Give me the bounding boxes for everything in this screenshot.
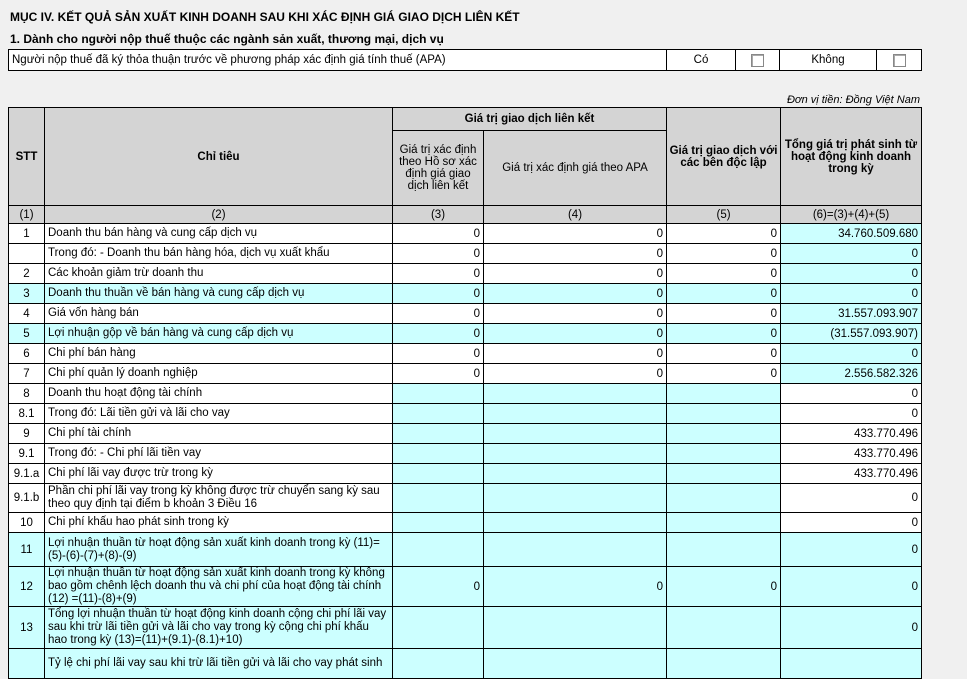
table-row — [9, 404, 922, 424]
table-row — [9, 567, 922, 607]
results-table — [8, 107, 922, 679]
cell-col5[interactable]: 0 — [667, 364, 781, 384]
cell-col6[interactable]: 0 — [781, 533, 922, 567]
table-row — [9, 464, 922, 484]
row-label: Doanh thu bán hàng và cung cấp dịch vụ — [45, 224, 393, 244]
table-row — [9, 533, 922, 567]
table-row — [9, 304, 922, 324]
cell-col5[interactable] — [667, 444, 781, 464]
row-stt: 8.1 — [9, 404, 45, 424]
cell-col5[interactable]: 0 — [667, 264, 781, 284]
cell-col3[interactable] — [393, 424, 484, 444]
cell-col3[interactable] — [393, 607, 484, 649]
cell-col4[interactable] — [484, 533, 667, 567]
cell-col3[interactable] — [393, 464, 484, 484]
cell-col4[interactable]: 0 — [484, 264, 667, 284]
table-row — [9, 649, 922, 679]
row-label: Chi phí quản lý doanh nghiệp — [45, 364, 393, 384]
row-label: Chi phí lãi vay được trừ trong kỳ — [45, 464, 393, 484]
row-stt: 3 — [9, 284, 45, 304]
cell-col6[interactable]: 433.770.496 — [781, 444, 922, 464]
cell-col5[interactable] — [667, 384, 781, 404]
row-label: Trong đó: - Chi phí lãi tiền vay — [45, 444, 393, 464]
cell-col3[interactable]: 0 — [393, 344, 484, 364]
apa-no-checkbox[interactable] — [893, 54, 906, 67]
row-stt — [9, 244, 45, 264]
cell-col5[interactable] — [667, 513, 781, 533]
cell-col6[interactable]: 31.557.093.907 — [781, 304, 922, 324]
row-stt: 11 — [9, 533, 45, 567]
row-label: Doanh thu hoạt động tài chính — [45, 384, 393, 404]
cell-col4[interactable] — [484, 607, 667, 649]
row-stt — [9, 649, 45, 679]
row-label: Doanh thu thuần về bán hàng và cung cấp dịch vụ — [45, 284, 393, 304]
cell-col4[interactable]: 0 — [484, 324, 667, 344]
table-row — [9, 284, 922, 304]
cell-col6[interactable]: 0 — [781, 513, 922, 533]
cell-col4[interactable] — [484, 513, 667, 533]
cell-col4[interactable] — [484, 444, 667, 464]
cell-col4[interactable]: 0 — [484, 304, 667, 324]
header-num1: (1) — [9, 206, 45, 224]
apa-question-table — [8, 49, 922, 71]
cell-col5[interactable] — [667, 404, 781, 424]
cell-col3[interactable]: 0 — [393, 304, 484, 324]
table-row — [9, 424, 922, 444]
cell-col6[interactable]: 0 — [781, 484, 922, 513]
cell-col6[interactable]: 433.770.496 — [781, 464, 922, 484]
row-label: Chi phí khấu hao phát sinh trong kỳ — [45, 513, 393, 533]
header-col3: Giá trị xác định theo Hồ sơ xác định giá giao dịch liên kết — [393, 131, 484, 206]
cell-col4[interactable]: 0 — [484, 364, 667, 384]
cell-col3[interactable] — [393, 533, 484, 567]
row-label: Tổng lợi nhuận thuần từ hoạt động kinh doanh cộng chi phí lãi vay sau khi trừ lãi tiền gửi và lãi cho vay trong kỳ cộng chi phí khấu hao trong kỳ (13)=(11)+(9.1)-(8.1)+10) — [45, 607, 393, 649]
cell-col4[interactable]: 0 — [484, 344, 667, 364]
row-stt: 1 — [9, 224, 45, 244]
cell-col5[interactable] — [667, 484, 781, 513]
row-label: Trong đó: - Doanh thu bán hàng hóa, dịch vụ xuất khẩu — [45, 244, 393, 264]
header-num5: (5) — [667, 206, 781, 224]
cell-col4[interactable] — [484, 464, 667, 484]
cell-col5[interactable] — [667, 607, 781, 649]
cell-col5[interactable]: 0 — [667, 244, 781, 264]
apa-yes-label: Có — [667, 50, 736, 71]
cell-col3[interactable] — [393, 649, 484, 679]
row-label: Lợi nhuận thuần từ hoạt động sản xuất kinh doanh trong kỳ không bao gồm chênh lệch doanh thu và chi phí của hoạt động tài chính (12) =(11)-(8)+(9) — [45, 567, 393, 607]
table-row — [9, 324, 922, 344]
cell-col6[interactable]: 0 — [781, 264, 922, 284]
header-col5: Giá trị giao dịch với các bên độc lập — [667, 108, 781, 206]
cell-col4[interactable] — [484, 649, 667, 679]
cell-col5[interactable]: 0 — [667, 344, 781, 364]
row-stt: 9.1.b — [9, 484, 45, 513]
row-stt: 9.1.a — [9, 464, 45, 484]
table-row — [9, 244, 922, 264]
cell-col5[interactable]: 0 — [667, 567, 781, 607]
cell-col6[interactable]: 0 — [781, 344, 922, 364]
cell-col5[interactable]: 0 — [667, 304, 781, 324]
table-row — [9, 264, 922, 284]
cell-col4[interactable] — [484, 384, 667, 404]
row-stt: 13 — [9, 607, 45, 649]
cell-col6[interactable]: 0 — [781, 384, 922, 404]
cell-col3[interactable]: 0 — [393, 324, 484, 344]
cell-col6[interactable]: 0 — [781, 404, 922, 424]
cell-col3[interactable]: 0 — [393, 567, 484, 607]
subsection-title: 1. Dành cho người nộp thuế thuộc các ngành sản xuất, thương mại, dịch vụ — [10, 32, 444, 46]
header-chi-tieu: Chỉ tiêu — [45, 108, 393, 206]
cell-col6[interactable]: 34.760.509.680 — [781, 224, 922, 244]
row-stt: 2 — [9, 264, 45, 284]
table-row — [9, 224, 922, 244]
row-stt: 6 — [9, 344, 45, 364]
header-num2: (2) — [45, 206, 393, 224]
row-stt: 12 — [9, 567, 45, 607]
header-col6: Tổng giá trị phát sinh từ hoạt động kinh doanh trong kỳ — [781, 108, 922, 206]
cell-col3[interactable]: 0 — [393, 244, 484, 264]
cell-col6[interactable] — [781, 649, 922, 679]
apa-no-label: Không — [780, 50, 877, 71]
currency-unit-note: Đơn vị tiền: Đồng Việt Nam — [786, 94, 920, 106]
row-label: Chi phí bán hàng — [45, 344, 393, 364]
row-stt: 10 — [9, 513, 45, 533]
cell-col6[interactable]: (31.557.093.907) — [781, 324, 922, 344]
cell-col6[interactable]: 0 — [781, 567, 922, 607]
cell-col4[interactable]: 0 — [484, 224, 667, 244]
row-label: Phần chi phí lãi vay trong kỳ không được trừ chuyển sang kỳ sau theo quy định tại điểm b khoản 3 Điều 16 — [45, 484, 393, 513]
row-label: Chi phí tài chính — [45, 424, 393, 444]
row-label: Giá vốn hàng bán — [45, 304, 393, 324]
cell-col3[interactable]: 0 — [393, 284, 484, 304]
cell-col6[interactable]: 0 — [781, 284, 922, 304]
row-label: Trong đó: Lãi tiền gửi và lãi cho vay — [45, 404, 393, 424]
row-stt: 7 — [9, 364, 45, 384]
cell-col5[interactable]: 0 — [667, 284, 781, 304]
cell-col5[interactable] — [667, 424, 781, 444]
table-row — [9, 444, 922, 464]
row-label: Lợi nhuận thuần từ hoạt động sản xuất kinh doanh trong kỳ (11)=(5)-(6)-(7)+(8)-(9) — [45, 533, 393, 567]
cell-col3[interactable] — [393, 384, 484, 404]
apa-question: Người nộp thuế đã ký thỏa thuận trước về phương pháp xác định giá tính thuế (APA) — [9, 50, 667, 71]
cell-col3[interactable] — [393, 484, 484, 513]
cell-col5[interactable]: 0 — [667, 324, 781, 344]
header-stt: STT — [9, 108, 45, 206]
cell-col3[interactable] — [393, 444, 484, 464]
cell-col6[interactable]: 2.556.582.326 — [781, 364, 922, 384]
cell-col4[interactable] — [484, 404, 667, 424]
row-stt: 9 — [9, 424, 45, 444]
table-row — [9, 513, 922, 533]
cell-col5[interactable] — [667, 464, 781, 484]
row-stt: 5 — [9, 324, 45, 344]
cell-col5[interactable] — [667, 533, 781, 567]
apa-yes-checkbox[interactable] — [751, 54, 764, 67]
row-stt: 8 — [9, 384, 45, 404]
table-row — [9, 484, 922, 513]
cell-col4[interactable]: 0 — [484, 567, 667, 607]
header-num6: (6)=(3)+(4)+(5) — [781, 206, 922, 224]
cell-col3[interactable] — [393, 404, 484, 424]
cell-col3[interactable] — [393, 513, 484, 533]
results-table-body — [9, 224, 922, 679]
header-related-party-group: Giá trị giao dịch liên kết — [393, 108, 667, 131]
row-label: Tỷ lệ chi phí lãi vay sau khi trừ lãi tiền gửi và lãi cho vay phát sinh — [45, 649, 393, 679]
row-label: Các khoản giảm trừ doanh thu — [45, 264, 393, 284]
cell-col4[interactable]: 0 — [484, 244, 667, 264]
header-col4: Giá trị xác định giá theo APA — [484, 131, 667, 206]
header-num4: (4) — [484, 206, 667, 224]
cell-col3[interactable]: 0 — [393, 264, 484, 284]
cell-col4[interactable]: 0 — [484, 284, 667, 304]
row-label: Lợi nhuận gộp về bán hàng và cung cấp dịch vụ — [45, 324, 393, 344]
table-row — [9, 607, 922, 649]
row-stt: 4 — [9, 304, 45, 324]
cell-col6[interactable]: 0 — [781, 607, 922, 649]
cell-col3[interactable]: 0 — [393, 224, 484, 244]
header-num3: (3) — [393, 206, 484, 224]
cell-col6[interactable]: 0 — [781, 244, 922, 264]
table-row — [9, 344, 922, 364]
section-title: MỤC IV. KẾT QUẢ SẢN XUẤT KINH DOANH SAU KHI XÁC ĐỊNH GIÁ GIAO DỊCH LIÊN KẾT — [10, 10, 520, 24]
cell-col4[interactable] — [484, 484, 667, 513]
cell-col4[interactable] — [484, 424, 667, 444]
cell-col5[interactable] — [667, 649, 781, 679]
table-row — [9, 364, 922, 384]
cell-col3[interactable]: 0 — [393, 364, 484, 384]
table-row — [9, 384, 922, 404]
cell-col5[interactable]: 0 — [667, 224, 781, 244]
cell-col6[interactable]: 433.770.496 — [781, 424, 922, 444]
row-stt: 9.1 — [9, 444, 45, 464]
